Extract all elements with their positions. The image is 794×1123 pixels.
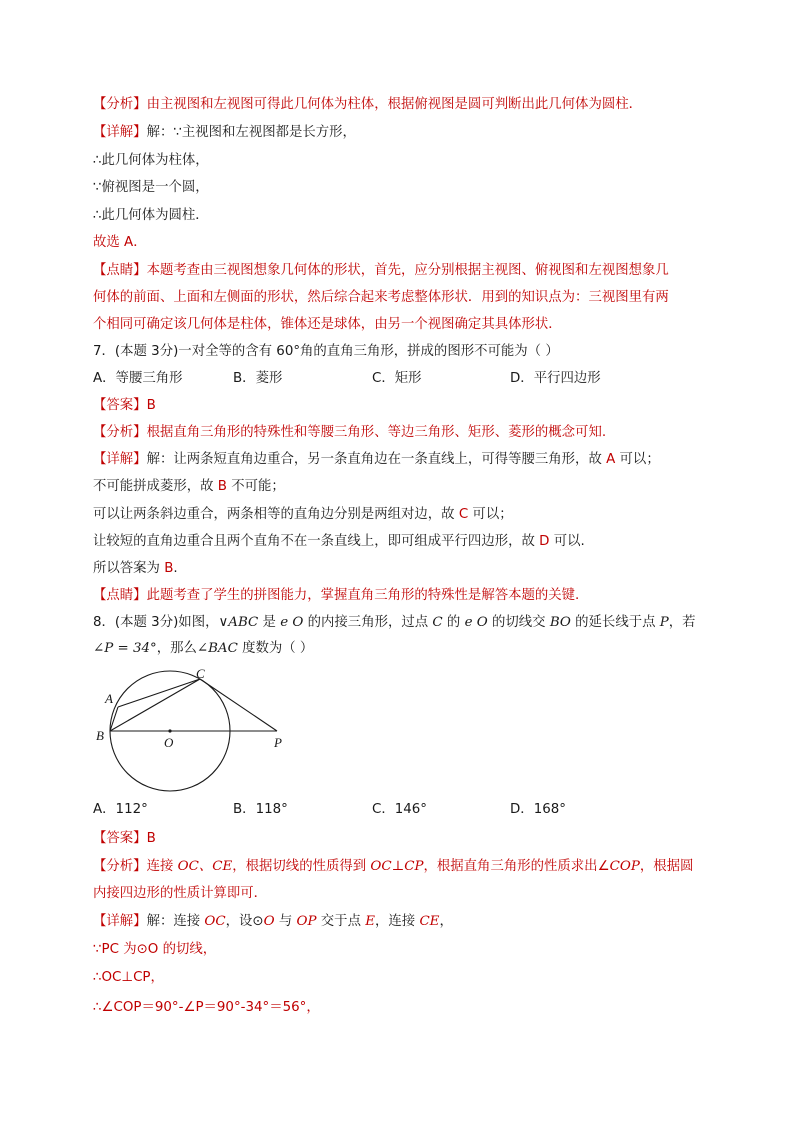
tangent-cp bbox=[200, 679, 277, 731]
q7-option-d: D．平行四边形 bbox=[510, 371, 601, 386]
q8-detail-4: ∴∠COP＝90°-∠P＝90°-34°＝56°， bbox=[93, 1000, 320, 1015]
q8-detail-2: ∵PC 为⊙O 的切线， bbox=[93, 942, 217, 957]
q8-answer: 【答案】B bbox=[93, 831, 156, 846]
q8-analysis-2: 内接四边形的性质计算即可． bbox=[93, 886, 268, 901]
q6-comment-3: 个相同可确定该几何体是柱体，锥体还是球体，由另一个视图确定其具体形状． bbox=[93, 317, 562, 332]
q7-option-b: B．菱形 bbox=[233, 371, 283, 386]
q6-detail-1: 【详解】解：∵主视图和左视图都是长方形， bbox=[93, 125, 356, 140]
q7-option-a: A．等腰三角形 bbox=[93, 371, 183, 386]
q8-detail-1: 【详解】解：连接 OC，设⊙O 与 OP 交于点 E，连接 CE， bbox=[93, 914, 453, 929]
q7-option-c: C．矩形 bbox=[372, 371, 422, 386]
q6-comment-2: 何体的前面、上面和左侧面的形状，然后综合起来考虑整体形状．用到的知识点为：三视图里有两 bbox=[93, 290, 669, 305]
label-c: C bbox=[196, 666, 205, 681]
label-a: A bbox=[105, 691, 113, 706]
q6-detail-2: ∴此几何体为柱体， bbox=[93, 153, 209, 168]
label-o: O bbox=[164, 735, 174, 750]
q8-analysis-1: 【分析】连接 OC、CE，根据切线的性质得到 OC⊥CP，根据直角三角形的性质求出∠COP，根据圆 bbox=[93, 859, 694, 874]
q8-option-a: A．112° bbox=[93, 802, 148, 817]
q6-detail-3: ∵俯视图是一个圆， bbox=[93, 180, 209, 195]
q8-option-d: D．168° bbox=[510, 802, 566, 817]
label-b: B bbox=[96, 728, 104, 743]
q8-option-b: B．118° bbox=[233, 802, 288, 817]
q7-analysis: 【分析】根据直角三角形的特殊性和等腰三角形、等边三角形、矩形、菱形的概念可知. bbox=[93, 425, 607, 440]
q7-answer: 【答案】B bbox=[93, 398, 156, 413]
q6-choose: 故选 A． bbox=[93, 235, 147, 250]
q8-stem-2: ∠P = 34°，那么∠BAC 度数为（ ） bbox=[93, 641, 314, 656]
q7-detail-3: 可以让两条斜边重合，两条相等的直角边分别是两组对边，故 C 可以； bbox=[93, 507, 513, 522]
q6-analysis: 【分析】由主视图和左视图可得此几何体为柱体，根据俯视图是圆可判断出此几何体为圆柱． bbox=[93, 97, 643, 112]
q8-stem-1: 8．(本题 3分)如图，∨ABC 是 e O 的内接三角形，过点 C 的 e O 的切线交 BO 的延长线于点 P，若 bbox=[93, 615, 696, 630]
q6-detail-4: ∴此几何体为圆柱． bbox=[93, 208, 209, 223]
q7-detail-5: 所以答案为 B. bbox=[93, 561, 178, 576]
q7-stem: 7．(本题 3分)一对全等的含有 60°角的直角三角形，拼成的图形不可能为（ ） bbox=[93, 344, 559, 359]
label-p: P bbox=[274, 735, 282, 750]
q6-comment-1: 【点睛】本题考查由三视图想象几何体的形状，首先，应分别根据主视图、俯视图和左视图想象几 bbox=[93, 263, 669, 278]
q7-detail-2: 不可能拼成菱形，故 B 不可能； bbox=[93, 479, 285, 494]
center-dot-o bbox=[168, 729, 171, 732]
q8-detail-3: ∴OC⊥CP， bbox=[93, 970, 164, 985]
q8-option-c: C．146° bbox=[372, 802, 427, 817]
circle-tangent-diagram bbox=[93, 663, 293, 797]
q7-comment: 【点睛】此题考查了学生的拼图能力，掌握直角三角形的特殊性是解答本题的关键. bbox=[93, 588, 580, 603]
q7-detail-4: 让较短的直角边重合且两个直角不在一条直线上，即可组成平行四边形，故 D 可以. bbox=[93, 534, 585, 549]
q7-detail-1: 【详解】解：让两条短直角边重合，另一条直角边在一条直线上，可得等腰三角形，故 A 可以； bbox=[93, 452, 660, 467]
